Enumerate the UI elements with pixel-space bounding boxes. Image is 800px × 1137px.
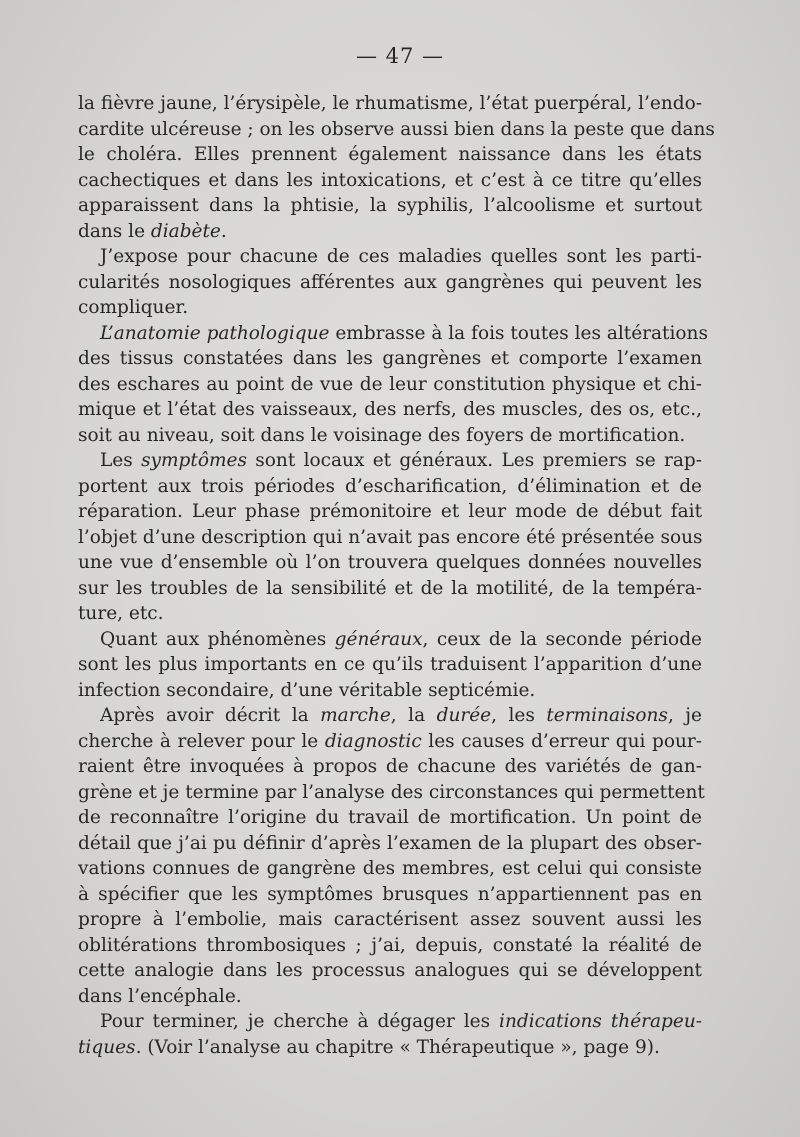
text-line — [78, 576, 702, 602]
text-line — [78, 270, 702, 296]
text-run: , les — [491, 705, 547, 726]
text-line — [78, 805, 702, 831]
text-run: réparation. Leur phase prémonitoire et leur mode de début fait — [78, 501, 702, 522]
text-run: dans le — [78, 220, 151, 242]
italic-term: symptômes — [141, 450, 247, 471]
text-line — [78, 244, 702, 270]
text-run: cachectiques et dans les intoxications, et c’est à ce titre qu’elles — [78, 169, 702, 191]
text-line — [78, 627, 702, 653]
text-run: propre à l’embolie, mais caractérisent assez souvent aussi les — [78, 909, 702, 930]
text-run: Pour terminer, je cherche à dégager les — [100, 1011, 500, 1032]
paragraph — [78, 627, 702, 704]
text-run: ture, etc. — [78, 603, 164, 624]
paragraph — [78, 244, 702, 321]
paragraph — [78, 1009, 702, 1060]
page-number: — 47 — — [355, 44, 445, 68]
italic-term: marche — [320, 705, 391, 726]
text-run: de reconnaître l’origine du travail de mortification. Un point de — [78, 807, 702, 828]
text-line — [78, 219, 702, 245]
text-line — [78, 550, 702, 576]
italic-term: diabète — [150, 220, 221, 242]
body-text — [78, 91, 715, 1060]
text-run: cette analogie dans les processus analogues qui se développent — [78, 960, 702, 981]
italic-term: indications thérapeu- — [499, 1011, 702, 1032]
text-line — [78, 1009, 702, 1035]
text-line — [78, 907, 702, 933]
text-run: compliquer. — [78, 297, 189, 318]
text-run: une vue d’ensemble où l’on trouvera quelques données nouvelles — [78, 552, 702, 573]
text-line — [78, 933, 702, 959]
paragraph — [78, 703, 705, 1009]
text-line — [78, 397, 702, 423]
text-run: sont les plus importants en ce qu’ils traduisent l’apparition d’une — [78, 654, 702, 675]
text-line — [78, 423, 702, 449]
text-line — [78, 601, 702, 627]
text-run: . — [220, 220, 227, 242]
text-run: oblitérations thrombosiques ; j’ai, depuis, constaté la réalité de — [78, 934, 702, 956]
text-line — [78, 499, 702, 525]
text-run: les causes d’erreur qui pour- — [421, 730, 703, 752]
text-run: embrasse à la fois toutes les altérations — [329, 322, 708, 344]
text-line — [78, 729, 702, 755]
text-run: soit au niveau, soit dans le voisinage des foyers de mortification. — [78, 424, 686, 446]
text-run: , la — [390, 705, 437, 726]
text-line — [78, 856, 702, 882]
text-run: des eschares au point de vue de leur constitution physique et chi- — [78, 373, 702, 395]
text-run: portent aux trois périodes d’escharification, d’élimination et de — [78, 475, 702, 497]
text-run: mique et l’état des vaisseaux, des nerfs, des muscles, des os, etc., — [78, 399, 702, 420]
text-run: sont locaux et généraux. Les premiers se rap- — [246, 450, 702, 471]
text-line — [78, 372, 702, 398]
italic-term: terminaisons — [546, 705, 668, 726]
text-run: infection secondaire, d’une véritable septicémie. — [78, 679, 536, 701]
paragraph — [78, 448, 702, 627]
text-line — [78, 168, 702, 194]
paragraph — [78, 91, 715, 244]
italic-term: anatomie pathologique — [113, 322, 330, 344]
text-run: sur les troubles de la sensibilité et de la motilité, de la tempéra- — [78, 577, 702, 599]
paragraph — [78, 321, 708, 449]
text-line — [78, 984, 702, 1010]
text-run: . (Voir l’analyse au chapitre « Thérapeutique », page 9). — [135, 1036, 660, 1058]
text-line — [78, 958, 702, 984]
text-line — [78, 703, 702, 729]
text-line — [78, 754, 702, 780]
text-run: des tissus constatées dans les gangrènes et comporte l’examen — [78, 348, 702, 369]
text-run: raient être invoquées à propos de chacune des variétés de gan- — [78, 756, 702, 777]
text-line — [78, 831, 702, 857]
text-run: cherche à relever pour le — [78, 730, 325, 752]
text-run: Après avoir décrit la — [100, 705, 321, 726]
text-line — [78, 295, 702, 321]
text-line — [78, 882, 702, 908]
text-run: l’objet d’une description qui n’avait pas encore été présentée sous — [78, 526, 703, 548]
text-run: cardite ulcéreuse ; on les observe aussi bien dans la peste que dans — [78, 118, 715, 140]
text-run: détail que j’ai pu définir d’après l’examen de la plupart des obser- — [78, 832, 702, 854]
text-run: , je — [667, 705, 702, 726]
text-run: cularités nosologiques afférentes aux gangrènes qui peuvent les — [78, 271, 702, 293]
text-line — [78, 321, 708, 347]
text-run: Quant aux phénomènes — [100, 628, 335, 650]
text-run: vations connues de gangrène des membres, est celui qui consiste — [78, 858, 702, 879]
text-run: la fièvre jaune, l’érysipèle, le rhumatisme, l’état puerpéral, l’endo- — [78, 93, 702, 114]
text-run: grène et je termine par l’analyse des circonstances qui permettent — [78, 781, 705, 803]
text-line — [78, 346, 702, 372]
text-run: dans l’encéphale. — [78, 985, 242, 1007]
text-line — [78, 1035, 702, 1061]
text-line — [78, 474, 702, 500]
text-line — [78, 678, 702, 704]
text-line — [78, 652, 702, 678]
italic-term: diagnostic — [324, 730, 422, 752]
text-run: , ceux de la seconde période — [422, 628, 702, 650]
text-line — [78, 193, 702, 219]
italic-term: durée — [436, 705, 492, 726]
text-line — [78, 117, 715, 143]
text-run: à spécifier que les symptômes brusques n’appartiennent pas en — [78, 883, 702, 905]
text-line — [78, 142, 702, 168]
italic-term: L’ — [100, 322, 114, 344]
text-run: apparaissent dans la phtisie, la syphilis, l’alcoolisme et surtout — [78, 195, 702, 216]
text-line — [78, 448, 702, 474]
text-line — [78, 780, 705, 806]
italic-term: tiques — [78, 1036, 136, 1058]
text-line — [78, 525, 702, 551]
text-line — [78, 91, 702, 117]
text-run: J’expose pour chacune de ces maladies quelles sont les parti- — [100, 246, 702, 267]
italic-term: généraux — [334, 628, 423, 650]
text-run: Les — [100, 450, 142, 471]
text-run: le choléra. Elles prennent également naissance dans les états — [78, 144, 702, 165]
